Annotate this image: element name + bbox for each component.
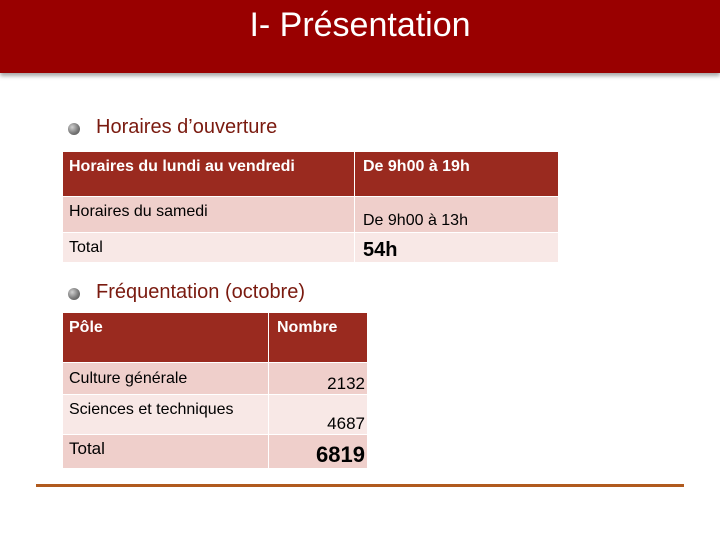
- hours-row: [63, 152, 559, 197]
- column-header-pole: Pôle: [63, 313, 269, 363]
- attendance-row: [63, 395, 368, 435]
- hours-label: Horaires du lundi au vendredi: [63, 152, 355, 197]
- footer-divider: [36, 484, 684, 487]
- pole-cell: Culture générale: [63, 363, 269, 395]
- hours-row: [63, 233, 559, 263]
- count-cell: 4687: [269, 395, 368, 435]
- hours-value: 54h: [355, 233, 559, 263]
- bullet-icon: [68, 123, 80, 135]
- bullet-icon: [68, 288, 80, 300]
- pole-cell: Sciences et techniques: [63, 395, 269, 435]
- column-header-count: Nombre: [269, 313, 368, 363]
- count-cell: 2132: [269, 363, 368, 395]
- attendance-header-row: [63, 313, 368, 363]
- section-heading-attendance: Fréquentation (octobre): [96, 281, 306, 303]
- hours-label: Total: [63, 233, 355, 263]
- pole-cell: Total: [63, 435, 269, 469]
- hours-label: Horaires du samedi: [63, 197, 355, 233]
- hours-value: De 9h00 à 19h: [355, 152, 559, 197]
- attendance-row: [63, 435, 368, 469]
- count-cell: 6819: [269, 435, 368, 469]
- title-bar: [0, 0, 720, 73]
- section-heading-hours: Horaires d’ouverture: [96, 116, 278, 138]
- hours-row: [63, 197, 559, 233]
- hours-table: [62, 151, 559, 263]
- attendance-row: [63, 363, 368, 395]
- slide-title: I- Présentation: [249, 6, 471, 44]
- attendance-table: [62, 312, 368, 469]
- hours-value: De 9h00 à 13h: [355, 197, 559, 233]
